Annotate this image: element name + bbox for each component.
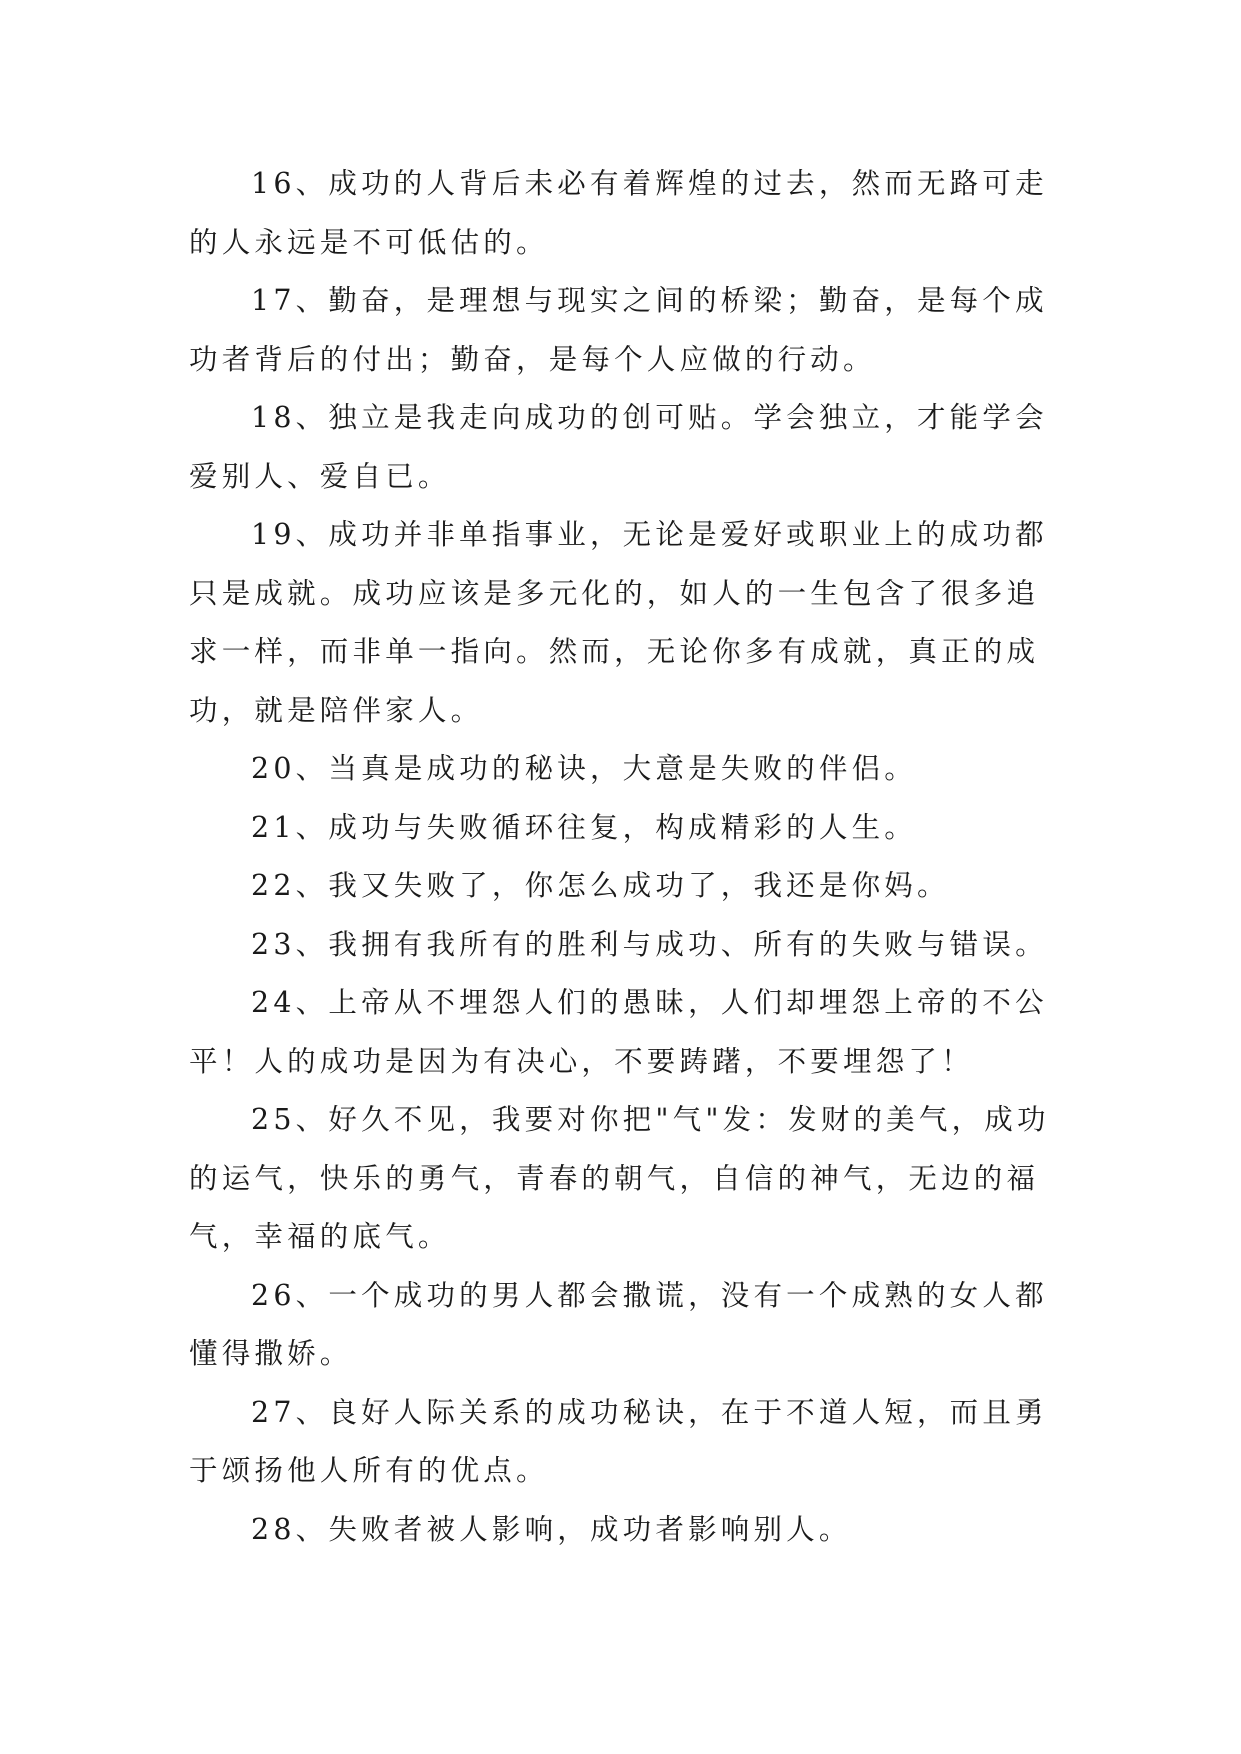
- paragraph-27: 27、良好人际关系的成功秘诀，在于不道人短，而且勇于颂扬他人所有的优点。: [189, 1395, 1048, 1487]
- paragraph-19: 19、成功并非单指事业，无论是爱好或职业上的成功都只是成就。成功应该是多元化的，如人的一生包含了很多追求一样，而非单一指向。然而，无论你多有成就，真正的成功，就是陪伴家人。: [189, 518, 1048, 727]
- paragraph-28: 28、失败者被人影响，成功者影响别人。: [251, 1512, 852, 1546]
- paragraph-20: 20、当真是成功的秘诀，大意是失败的伴侣。: [251, 752, 917, 785]
- paragraph-24: 24、上帝从不埋怨人们的愚昧，人们却埋怨上帝的不公平！人的成功是因为有决心，不要踌躇，不要埋怨了！: [189, 986, 1048, 1078]
- paragraph-17: 17、勤奋，是理想与现实之间的桥梁；勤奋，是每个成功者背后的付出；勤奋，是每个人应做的行动。: [189, 284, 1048, 376]
- paragraph-22: 22、我又失败了，你怎么成功了，我还是你妈。: [251, 869, 950, 902]
- paragraph-25: 25、好久不见，我要对你把"气"发：发财的美气，成功的运气，快乐的勇气，青春的朝气，自信的神气，无边的福气，幸福的底气。: [189, 1103, 1050, 1253]
- document-body: [189, 155, 1054, 1559]
- paragraph-21: 21、成功与失败循环往复，构成精彩的人生。: [251, 810, 917, 844]
- paragraph-18: 18、独立是我走向成功的创可贴。学会独立，才能学会爱别人、爱自已。: [189, 401, 1048, 493]
- paragraph-26: 26、一个成功的男人都会撒谎，没有一个成熟的女人都懂得撒娇。: [189, 1278, 1048, 1370]
- paragraph-23: 23、我拥有我所有的胜利与成功、所有的失败与错误。: [251, 927, 1048, 961]
- paragraph-16: 16、成功的人背后未必有着辉煌的过去，然而无路可走的人永远是不可低估的。: [189, 167, 1048, 259]
